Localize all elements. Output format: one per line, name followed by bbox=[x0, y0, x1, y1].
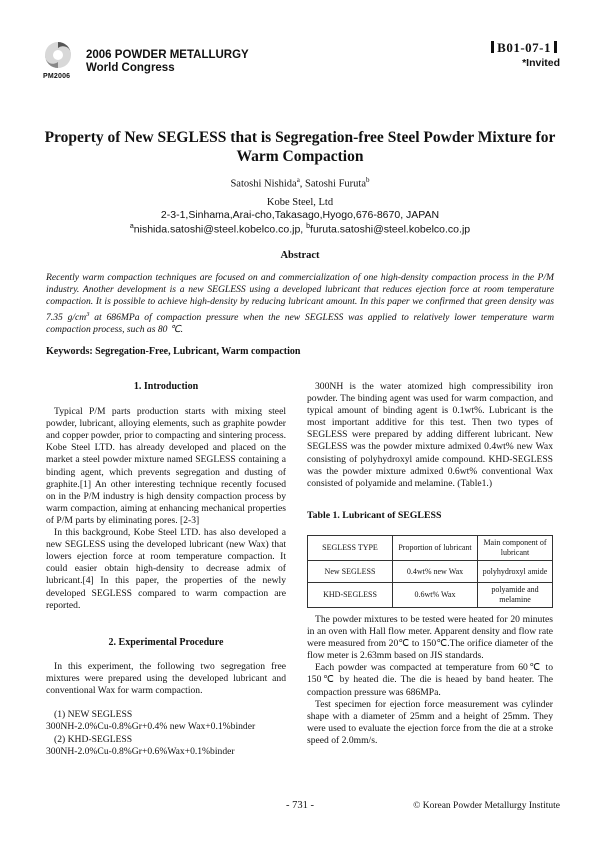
company: Kobe Steel, Ltd bbox=[266, 197, 334, 208]
right-col-para-2-block bbox=[307, 614, 553, 747]
section-introduction bbox=[46, 381, 286, 612]
table-header-row bbox=[308, 536, 553, 561]
table-row bbox=[308, 583, 553, 608]
author-2: Satoshi Furuta bbox=[305, 178, 367, 190]
bar-icon bbox=[491, 41, 494, 53]
table-row bbox=[308, 561, 553, 583]
copyright: © Korean Powder Metallurgy Institute bbox=[413, 801, 560, 811]
right-para-3: Each powder was compacted at temperature from 60℃ to 150℃ by heated die. The die is heaed by band heater. The compaction pressure was 686MPa. bbox=[307, 662, 553, 698]
right-para-4: Test specimen for ejection force measurement was cylinder shape with a diameter of 25mm and a height of 25mm. They were used to evaluate the ejection force from the die at a stroke speed of 2.0mm/s. bbox=[307, 698, 553, 746]
author-sep: , bbox=[299, 178, 306, 190]
abstract-text bbox=[46, 272, 554, 336]
emails bbox=[40, 221, 560, 236]
page-number: - 731 - bbox=[286, 800, 314, 811]
address: 2-3-1,Sinhama,Arai-cho,Takasago,Hyogo,676-8670, JAPAN bbox=[160, 209, 440, 221]
right-para-2: The powder mixtures to be tested were heated for 20 minutes in an oven with Hall flow meter. Apparent density and flow rate were measured from 20℃ to 150℃.The orifice diameter of the flow meter is 2.63mm based on JIS standards. bbox=[307, 614, 553, 662]
author-1-sup: a bbox=[296, 176, 300, 184]
invited-label: *Invited bbox=[522, 57, 560, 69]
keywords-label: Keywords bbox=[46, 346, 90, 357]
abstract-part2: at 686MPa of compaction pressure when the new SEGLESS was applied to relatively lower temperature warm compaction process, such as 80 ℃. bbox=[46, 311, 554, 335]
section-experimental bbox=[46, 637, 286, 758]
bar-icon bbox=[554, 41, 557, 53]
table-cell: New SEGLESS bbox=[308, 561, 393, 583]
experimental-para-1: In this experiment, the following two segregation free mixtures were prepared using the developed lubricant and conventional Wax for warm compaction. bbox=[46, 661, 286, 697]
lubricant-table bbox=[307, 535, 553, 608]
author-1: Satoshi Nishida bbox=[230, 178, 297, 190]
author-2-sup: b bbox=[366, 176, 370, 184]
right-col-para-1-block bbox=[307, 381, 553, 490]
table-cell: KHD-SEGLESS bbox=[308, 583, 393, 608]
logo-swirl-icon bbox=[42, 40, 82, 74]
conference-line2: World Congress bbox=[86, 62, 175, 74]
intro-para-2: In this background, Kobe Steel LTD. has also developed a new SEGLESS using the developed lubricant (new Wax) that lowers ejection force at room temperature compaction. It could easier obtain high-density to decrease admix of lubricant.[4] In this paper, the properties of the newly developed SEGLESS compared to warm compaction are reported. bbox=[46, 527, 286, 611]
abstract-sup: 3 bbox=[86, 310, 90, 318]
keywords bbox=[46, 346, 300, 357]
pm2006-mark: PM2006 bbox=[43, 73, 71, 80]
table-header-cell: Main component of lubricant bbox=[478, 536, 553, 561]
item-1-formula: 300NH-2.0%Cu-0.8%Gr+0.4% new Wax+0.1%binder bbox=[46, 721, 256, 733]
experimental-heading: 2. Experimental Procedure bbox=[108, 637, 224, 648]
conference-name bbox=[86, 49, 249, 75]
abstract-part1: Recently warm compaction techniques are focused on and commercialization of one high-density compaction process in the P/M industry. Another development is a new SEGLESS using a developed lubricant that reduces ejection force at room temperature compaction. It is possible to achieve high-density by reducing lubricant amount. In this paper we confirmed that green density was 7.35 g/cm bbox=[46, 272, 554, 323]
paper-title: Property of New SEGLESS that is Segregation-free Steel Powder Mixture for Warm Compaction bbox=[44, 129, 556, 165]
email-a-sup: a bbox=[129, 223, 134, 230]
table-cell: 0.4wt% new Wax bbox=[393, 561, 478, 583]
authors bbox=[40, 176, 560, 190]
intro-para-1: Typical P/M parts production starts with mixing steel powder, lubricant, alloying elements, such as graphite powder and copper powder, prior to compacting and sintering process. Kobe Steel LTD. has already developed and placed on the market a steel powder mixture named SEGLESS containing a binding agent, which prevents segregation and dusting of graphite.[1] An other interesting technique recently focused on in the P/M industry is high density compaction process by warm compaction, aiming at enhancing mechanical properties of P/M parts by eliminating pores. [2-3] bbox=[46, 406, 286, 526]
item-2-formula: 300NH-2.0%Cu-0.8%Gr+0.6%Wax+0.1%binder bbox=[46, 745, 235, 757]
table-header-cell: Proportion of lubricant bbox=[393, 536, 478, 561]
table-1-caption: Table 1. Lubricant of SEGLESS bbox=[307, 510, 442, 521]
conference-line1: 2006 POWDER METALLURGY bbox=[86, 49, 249, 61]
paper-code bbox=[488, 40, 560, 56]
right-para-1: 300NH is the water atomized high compressibility iron powder. The binding agent was used for warm compaction, and typical amount of binding agent is 0.1wt%. Lubricant is the most important additive for this test. Then two types of SEGLESS were prepared by adding different lubricant. New SEGLESS was the powder mixture admixed 0.4wt% new Wax consisting of polyhydroxyl amide compound. KHD-SEGLESS was the powder mixture admixed 0.6wt% conventional Wax consisted of polyamide and melamine. (Table1.) bbox=[307, 381, 553, 489]
paper-code-text: B01-07-1 bbox=[497, 40, 551, 55]
email-b-sup: b bbox=[306, 223, 311, 230]
table-cell: polyhydroxyl amide bbox=[478, 561, 553, 583]
keywords-text: : Segregation-Free, Lubricant, Warm compaction bbox=[89, 346, 301, 357]
abstract-heading: Abstract bbox=[280, 250, 320, 261]
table-cell: polyamide and melamine bbox=[478, 583, 553, 608]
item-1-label: (1) NEW SEGLESS bbox=[54, 709, 133, 721]
table-header-cell: SEGLESS TYPE bbox=[308, 536, 393, 561]
item-2-label: (2) KHD-SEGLESS bbox=[54, 733, 133, 745]
intro-heading: 1. Introduction bbox=[133, 381, 199, 392]
email-b: furuta.satoshi@steel.kobelco.co.jp bbox=[310, 223, 471, 236]
email-a: nishida.satoshi@steel.kobelco.co.jp, bbox=[133, 223, 307, 236]
affiliation bbox=[40, 197, 560, 236]
paper-id-block bbox=[488, 40, 560, 69]
table-cell: 0.6wt% Wax bbox=[393, 583, 478, 608]
